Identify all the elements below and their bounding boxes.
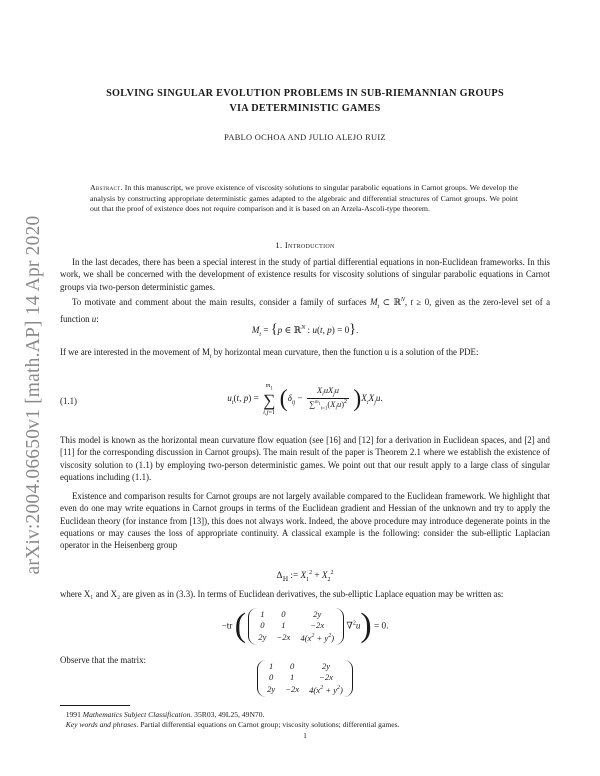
authors: PABLO OCHOA AND JULIO ALEJO RUIZ [224,133,386,142]
intro-paragraph-3: If we are interested in the movement of $M_t$ by horizontal mean curvature, then the function u is a solution of the PDE: [60,347,479,360]
title-line-2: VIA DETERMINISTIC GAMES [229,103,381,114]
page-number: 1 [303,731,307,740]
footnote-keywords: Key words and phrases. Partial differential equations on Carnot group; viscosity solutions; differential games. [65,720,400,729]
paper-title [60,86,550,116]
equation-trace: −tr ( 1 0 2y 0 1 −2x 2y −2x $4(x^2 + y^2)$ ∇$^2$u) = 0. [221,607,389,645]
abstract-text: In this manuscript, we prove existence of viscosity solutions to singular parabolic equations in Carnot groups. We develop the analysis by constructing appropriate deterministic games adapted to the algebraic and differential structures of Carnot groups. We point out that the proof of existence does not require comparison and it is based on an Arzela-Ascoli-type theorem. [90,183,518,214]
equation-heisenberg-laplacian: $\Delta_ℍ$ := $X_1^2 + X_2^2$ [276,570,334,583]
arxiv-stamp-container [2,160,60,630]
equation-number-1-1: (1.1) [60,396,78,406]
equation-level-set: $M_t = \{p$ ∈ ℝ$^N$ : u(t, p) = 0}. [251,322,359,338]
section-heading: 1. Introduction [275,240,335,250]
matrix-in-trace: 1 0 2y 0 1 −2x 2y −2x $4(x^2 + y^2)$ [248,608,344,645]
footnote-rule [60,705,130,706]
arxiv-stamp: arXiv:2004.06650v1 [math.AP] 14 Apr 2020 [23,215,44,575]
equation-matrix [60,660,550,697]
intro-paragraph-1: In the last decades, there has been a special interest in the study of partial differential equations in non-Euclidean frameworks. In this work, we shall be concerned with the development of existence results for viscosity solutions of singular parabolic equations in Carnot groups via two-person deterministic games. [60,257,550,292]
intro-paragraph-4: This model is known as the horizontal mean curvature flow equation (see [16] and [12] for a derivation in Euclidean spaces, and [2] and [11] for the corresponding discussion in Carnot groups). The main result of the paper is Theorem 2.1 where we establish the existence of viscosity solution to (1.1) by employing two-person deterministic games. We point out that our result apply to a large class of singular equations including (1.1). [60,435,550,482]
intro-paragraph-7: Observe that the matrix: [60,655,147,665]
intro-paragraph-2: To motivate and comment about the main results, consider a family of surfaces $M_t$ ⊂ ℝ$^N$, t ≥ 0, given as the zero-level set of a function u: [60,296,551,325]
footnote-msc: 1991 Mathematics Subject Classification. 35R03, 49L25, 49N70. [65,710,265,719]
abstract [90,183,518,215]
matrix-standalone: 1 0 2y 0 1 −2x 2y −2x $4(x^2 + y^2)$ [257,660,353,697]
intro-paragraph-6: where X₁ and X₂ are given as in (3.3). In terms of Euclidean derivatives, the sub-elliptic Laplace equation may be written as: [60,589,504,599]
equation-1-1: $u_t(t$, p) = $m_1$ ∑ i,j=1 ($\delta_{ij}$ − $\frac{X_iuX_ju}{\sum^{m_1}_{i=1}(X_iu)^2}$ )$X_iX_ju$. [227,382,383,416]
intro-paragraph-5: Existence and comparison results for Carnot groups are not largely available compared to the Euclidean framework. We highlight that even do one may write equations in Carnot groups in terms of the Euclidean gradient and Hessian of the unknown and try to apply the Euclidean theory (for instance from [13]), this does not always work. Indeed, the above procedure may introduce degenerate points in the equations or may causes the loss of appropriate continuity. A classical example is the following: consider the sub-elliptic Laplacian operator in the Heisenberg group [60,491,550,551]
abstract-label: Abstract. [90,183,123,192]
title-line-1: SOLVING SINGULAR EVOLUTION PROBLEMS IN SUB-RIEMANNIAN GROUPS [106,88,504,99]
